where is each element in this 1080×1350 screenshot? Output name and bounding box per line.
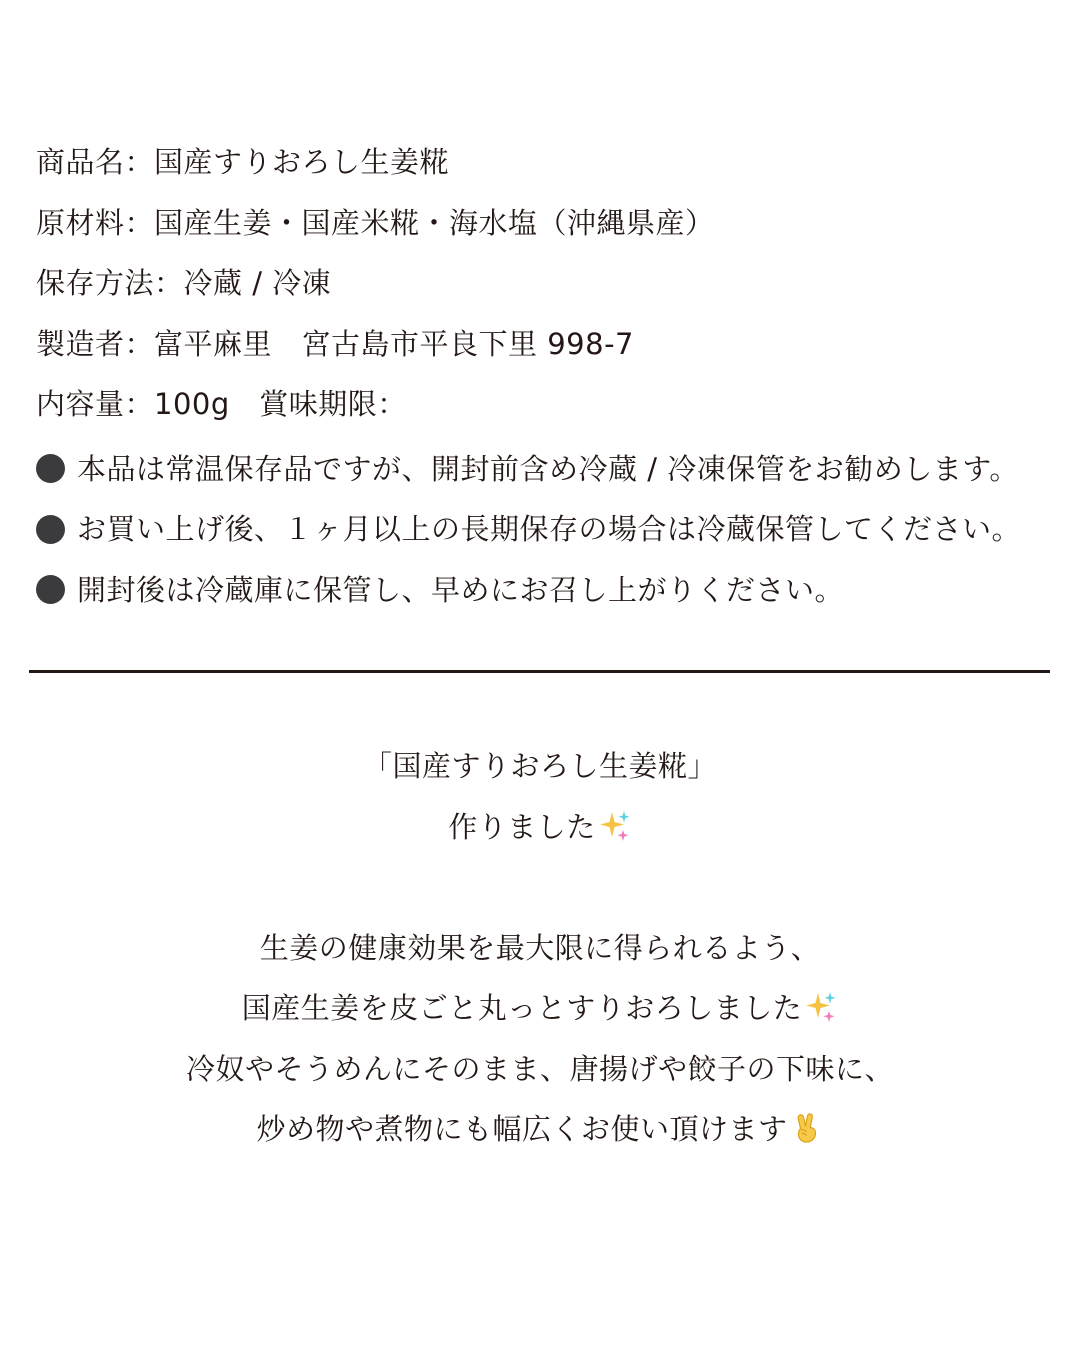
content-and-expiry: 内容量：100g 賞味期限： bbox=[36, 387, 407, 421]
bullet-icon bbox=[36, 575, 65, 604]
note-text: お買い上げ後、１ヶ月以上の長期保存の場合は冷蔵保管してください。 bbox=[77, 512, 1022, 547]
intro-grated bbox=[0, 982, 1080, 1043]
divider bbox=[29, 670, 1050, 673]
product-intro bbox=[0, 740, 1080, 1164]
intro-title-text: 「国産すりおろし生姜糀」 bbox=[362, 749, 717, 783]
intro-usage bbox=[0, 1043, 1080, 1104]
intro-grated-text: 国産生姜を皮ごと丸っとすりおろしました bbox=[241, 991, 803, 1025]
bullet-icon bbox=[36, 454, 65, 483]
intro-made bbox=[0, 801, 1080, 862]
storage-method: 保存方法：冷蔵 / 冷凍 bbox=[36, 266, 332, 300]
intro-versatile bbox=[0, 1103, 1080, 1164]
intro-benefit bbox=[0, 922, 1080, 983]
sparkles-icon bbox=[598, 809, 632, 843]
product-name: 商品名：国産すりおろし生姜糀 bbox=[36, 145, 450, 179]
note-item bbox=[36, 499, 1056, 560]
intro-usage-text: 冷奴やそうめんにそのまま、唐揚げや餃子の下味に、 bbox=[185, 1051, 894, 1086]
intro-made-text: 作りました bbox=[448, 809, 596, 844]
victory-hand-icon bbox=[790, 1111, 824, 1145]
product-spec bbox=[36, 136, 1056, 620]
ingredients: 原材料：国産生姜・国産米糀・海水塩（沖縄県産） bbox=[36, 205, 715, 240]
bullet-icon bbox=[36, 515, 65, 544]
manufacturer: 製造者：富平麻里 宮古島市平良下里 998-7 bbox=[36, 326, 634, 361]
sparkles-icon bbox=[804, 990, 838, 1024]
note-item bbox=[36, 439, 1056, 500]
note-item bbox=[36, 560, 1056, 621]
intro-benefit-text: 生姜の健康効果を最大限に得られるよう、 bbox=[259, 930, 821, 965]
intro-title bbox=[0, 740, 1080, 801]
note-text: 開封後は冷蔵庫に保管し、早めにお召し上がりください。 bbox=[77, 572, 845, 607]
note-text: 本品は常温保存品ですが、開封前含め冷蔵 / 冷凍保管をお勧めします。 bbox=[77, 451, 1019, 486]
intro-versatile-text: 炒め物や煮物にも幅広くお使い頂けます bbox=[256, 1112, 788, 1146]
